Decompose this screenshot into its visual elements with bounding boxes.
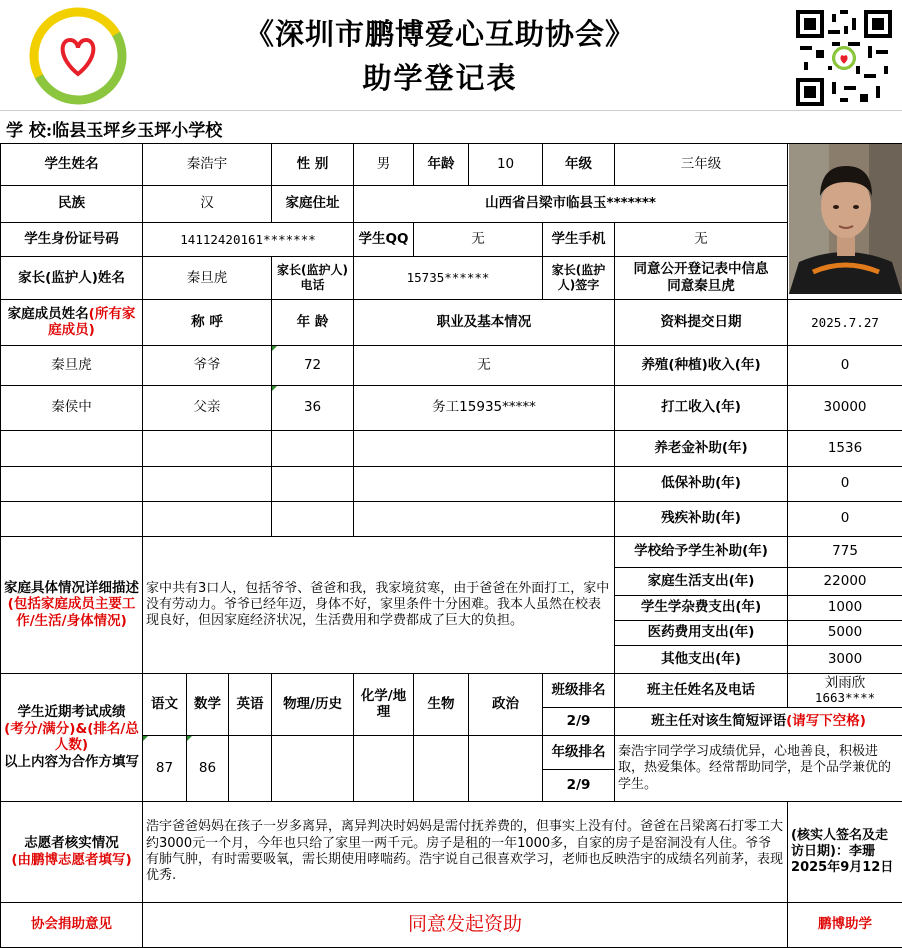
member-name — [1, 466, 143, 501]
header-divider — [0, 110, 902, 111]
finance-label: 低保补助(年) — [615, 466, 788, 501]
label-id-number: 学生身份证号码 — [1, 222, 143, 256]
school-name: 学 校:临县玉坪乡玉坪小学校 — [6, 121, 223, 141]
teacher-comment: 秦浩宇同学学习成绩优异，心地善良，积极进取，热爱集体。经常帮助同学，是个品学兼优的学生。 — [615, 735, 902, 801]
finance-label: 家庭生活支出(年) — [615, 567, 788, 595]
label-teacher: 班主任姓名及电话 — [615, 673, 788, 707]
subject-header: 物理/历史 — [272, 673, 354, 735]
member-name — [1, 501, 143, 536]
finance-value: 5000 — [788, 620, 902, 645]
volunteer-note: (由鹏博志愿者填写) — [11, 851, 132, 868]
finance-label: 残疾补助(年) — [615, 501, 788, 536]
parent-name: 秦旦虎 — [143, 257, 272, 300]
exam-scores-partner-note: 以上内容为合作方填写 — [4, 754, 139, 771]
label-parent-phone: 家长(监护人)电话 — [272, 257, 354, 300]
teacher-comment-note: (请写下空格) — [786, 712, 866, 729]
member-name: 秦旦虎 — [1, 345, 143, 385]
finance-label: 医药费用支出(年) — [615, 620, 788, 645]
member-age — [272, 430, 354, 466]
form-title: 《深圳市鹏博爱心互助协会》 — [244, 17, 635, 51]
subject-header: 生物 — [414, 673, 469, 735]
label-family-situation: 家庭具体情况详细描述(包括家庭成员主要工作/生活/身体情况) — [1, 536, 143, 673]
score: 87 — [143, 735, 187, 801]
qr-code-icon — [796, 10, 892, 106]
finance-value: 0 — [788, 501, 902, 536]
member-relation: 父亲 — [143, 385, 272, 430]
family-situation-note: (包括家庭成员主要工作/生活/身体情况) — [7, 596, 136, 630]
finance-label: 其他支出(年) — [615, 645, 788, 673]
label-job: 职业及基本情况 — [354, 299, 615, 345]
finance-value: 3000 — [788, 645, 902, 673]
finance-label: 学生学杂费支出(年) — [615, 595, 788, 620]
student-portrait-image — [789, 144, 902, 294]
member-job: 务工15935***** — [354, 385, 615, 430]
grade-rank: 2/9 — [543, 769, 615, 801]
finance-label: 养殖(种植)收入(年) — [615, 345, 788, 385]
score — [229, 735, 272, 801]
association-logo — [28, 6, 128, 106]
label-parent-name: 家长(监护人)姓名 — [1, 257, 143, 300]
label-student-name: 学生姓名 — [1, 144, 143, 186]
member-relation — [143, 501, 272, 536]
student-photo — [788, 144, 902, 300]
score — [272, 735, 354, 801]
label-address: 家庭住址 — [272, 185, 354, 222]
student-id-number: 14112420161******* — [143, 222, 354, 256]
finance-value: 1536 — [788, 430, 902, 466]
member-relation: 爷爷 — [143, 345, 272, 385]
label-volunteer: 志愿者核实情况 (由鹏博志愿者填写) — [1, 801, 143, 902]
member-age — [272, 501, 354, 536]
parent-phone: 15735****** — [354, 257, 543, 300]
subject-header: 英语 — [229, 673, 272, 735]
student-qq: 无 — [414, 222, 543, 256]
score — [414, 735, 469, 801]
label-parent-sign: 家长(监护人)签字 — [543, 257, 615, 300]
label-gender: 性 别 — [272, 144, 354, 186]
finance-value: 22000 — [788, 567, 902, 595]
label-grade: 年级 — [543, 144, 615, 186]
finance-value: 1000 — [788, 595, 902, 620]
registration-table — [0, 143, 902, 948]
student-grade: 三年级 — [615, 144, 788, 186]
label-relation: 称 呼 — [143, 299, 272, 345]
finance-value: 775 — [788, 536, 902, 567]
form-subtitle: 助学登记表 — [362, 61, 518, 95]
subject-header: 数学 — [187, 673, 229, 735]
finance-value: 30000 — [788, 385, 902, 430]
exam-scores-note: (考分/满分)&(排名/总人数) — [4, 720, 139, 754]
label-teacher-comment: 班主任对该生简短评语(请写下空格) — [615, 707, 902, 735]
label-class-rank: 班级排名 — [543, 673, 615, 707]
family-situation-text: 家中共有3口人，包括爷爷、爸爸和我，我家境贫寒，由于爸爸在外面打工，家中没有劳动力。爷爷已经年迈，身体不好，家里条件十分困难。我本人虽然在校表现良好，但因家庭经济状况，生活费用和学费都成了巨大的负担。 — [143, 536, 615, 673]
association-org: 鹏博助学 — [788, 902, 902, 947]
student-name: 秦浩宇 — [143, 144, 272, 186]
label-submit-date: 资料提交日期 — [615, 299, 788, 345]
member-age: 72 — [272, 345, 354, 385]
association-opinion: 同意发起资助 — [143, 902, 788, 947]
family-members-note: (所有家庭成员) — [48, 305, 136, 339]
subject-header: 化学/地理 — [354, 673, 414, 735]
label-member-age: 年 龄 — [272, 299, 354, 345]
member-job: 无 — [354, 345, 615, 385]
student-address: 山西省吕梁市临县玉******* — [354, 185, 788, 222]
student-gender: 男 — [354, 144, 414, 186]
finance-label: 打工收入(年) — [615, 385, 788, 430]
label-qq: 学生QQ — [354, 222, 414, 256]
verifier-signature: (核实人签名及走访日期)：李珊2025年9月12日 — [788, 801, 902, 902]
label-association-opinion: 协会捐助意见 — [1, 902, 143, 947]
label-exam-scores: 学生近期考试成绩 (考分/满分)&(排名/总人数) 以上内容为合作方填写 — [1, 673, 143, 801]
score — [354, 735, 414, 801]
finance-value: 0 — [788, 345, 902, 385]
member-age: 36 — [272, 385, 354, 430]
submit-date: 2025.7.27 — [788, 299, 902, 345]
label-age: 年龄 — [414, 144, 469, 186]
subject-header: 语文 — [143, 673, 187, 735]
score: 86 — [187, 735, 229, 801]
teacher-name: 刘雨欣 — [824, 675, 866, 692]
member-relation — [143, 430, 272, 466]
member-job — [354, 501, 615, 536]
parent-consent — [615, 257, 788, 300]
finance-value: 0 — [788, 466, 902, 501]
finance-label: 养老金补助(年) — [615, 430, 788, 466]
member-relation — [143, 466, 272, 501]
member-job — [354, 430, 615, 466]
label-grade-rank: 年级排名 — [543, 735, 615, 769]
form-header — [0, 0, 902, 110]
student-age: 10 — [469, 144, 543, 186]
student-ethnic: 汉 — [143, 185, 272, 222]
volunteer-text: 浩宇爸爸妈妈在孩子一岁多离异，离异判决时妈妈是需付抚养费的，但事实上没有付。爸爸在吕梁离石打零工大约3000元一个月，今年也只给了家里一两千元。房子是租的一年1000多，自家的房子是窑洞没有人住。爷爷有肺气肿，有时需要吸氧，需长期使用哮喘药。浩宇说自己很喜欢学习，老师也反映浩宇的成绩名列前茅，表现优秀. — [143, 801, 788, 902]
finance-label: 学校给予学生补助(年) — [615, 536, 788, 567]
member-name — [1, 430, 143, 466]
subject-header: 政治 — [469, 673, 543, 735]
label-ethnic: 民族 — [1, 185, 143, 222]
member-age — [272, 466, 354, 501]
score — [469, 735, 543, 801]
member-job — [354, 466, 615, 501]
teacher-contact — [788, 673, 902, 707]
consent-line-2: 同意秦旦虎 — [667, 278, 735, 295]
label-student-phone: 学生手机 — [543, 222, 615, 256]
student-phone: 无 — [615, 222, 788, 256]
consent-line-1: 同意公开登记表中信息 — [633, 261, 769, 278]
class-rank: 2/9 — [543, 707, 615, 735]
label-family-members: 家庭成员姓名(所有家庭成员) — [1, 299, 143, 345]
member-name: 秦侯中 — [1, 385, 143, 430]
teacher-phone: 1663**** — [814, 689, 876, 705]
